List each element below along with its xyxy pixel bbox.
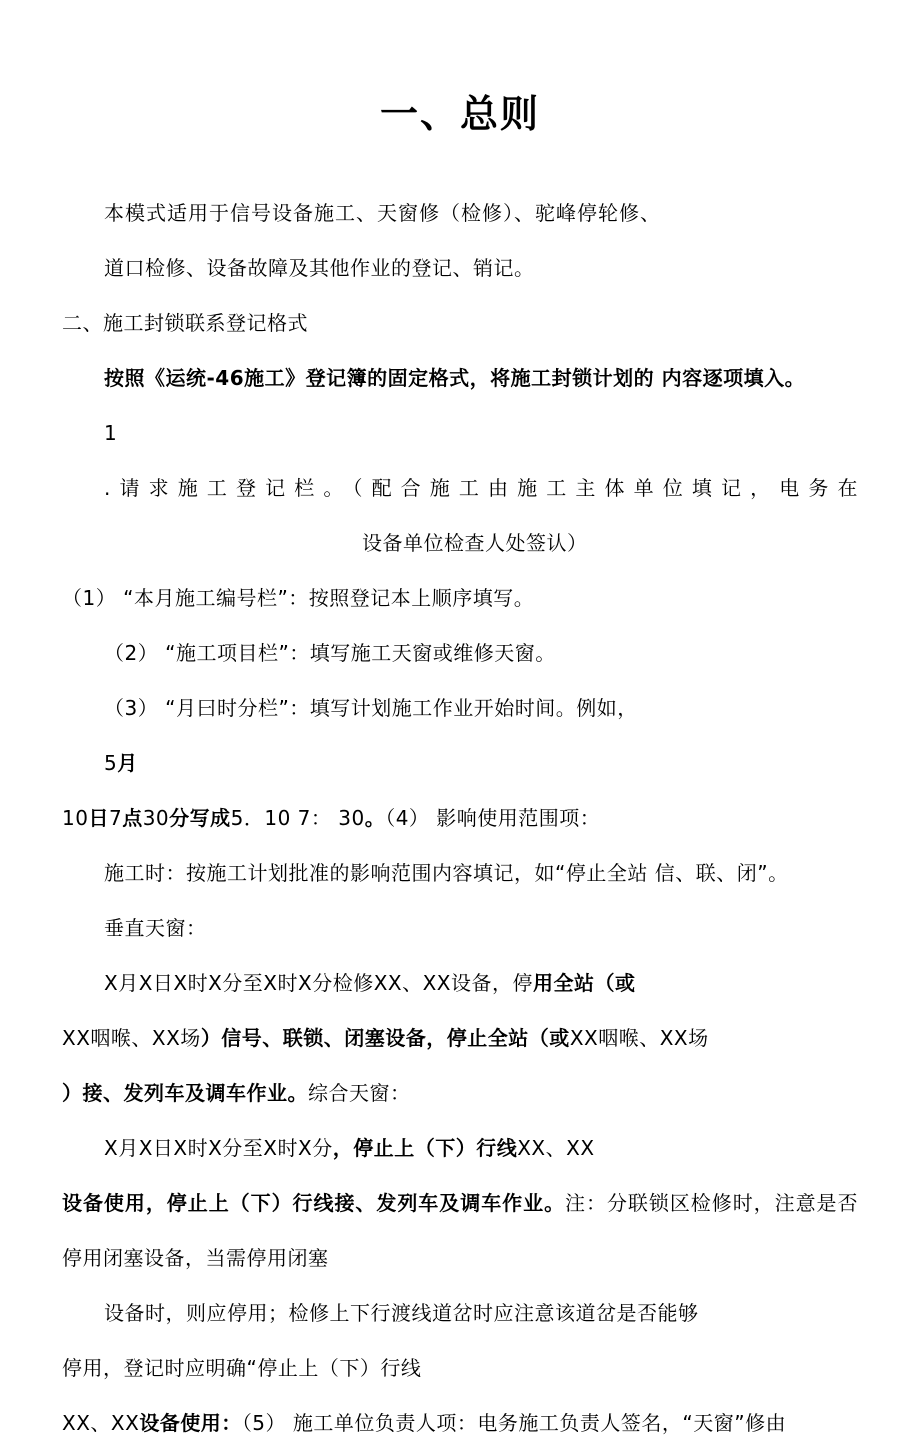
paragraph-vertical-window-line2 (62, 1011, 858, 1066)
paragraph-note-line1: 设备时，则应停用；检修上下行渡线道岔时应注意该道岔是否能够 (104, 1300, 699, 1325)
section-heading-general: 本模式适用于信号设备施工、天窗修（检修）、驼峰停轮修、 (104, 200, 661, 225)
vertical-window-label: X月X日X时X分至X时X分检修XX、XX设备，停 (104, 970, 534, 995)
paragraph-construction-scope: 垂直天窗： (104, 915, 207, 940)
paragraph-form-intro: 1 (104, 420, 118, 445)
paragraph-item-1-line2: （1） “本月施工编号栏”：按照登记本上顺序填写。 (62, 585, 535, 610)
paragraph-note-line3 (62, 1396, 858, 1451)
item-3-text: 5 (104, 750, 118, 775)
document-body (62, 186, 858, 1451)
example-formatted-value: 。 (364, 805, 386, 830)
paragraph-item-1-1: （2） “施工项目栏”：填写施工天窗或维修天窗。 (104, 640, 556, 665)
vertical-window-l2-b: ）信号、联锁、闭塞设备，停止全站（或 (200, 1025, 570, 1050)
paragraph-vertical-window-line3 (62, 1066, 858, 1121)
comprehensive-window-tail: XX、XX (517, 1135, 595, 1160)
example-period: （4） 影响使用范围项： (385, 805, 601, 830)
item-1-text: 设备单位检查人处签认） (362, 530, 588, 555)
paragraph-scope-line1: 道口检修、设备故障及其他作业的登记、销记。 (104, 255, 535, 280)
example-month-label: 10 (62, 805, 89, 830)
comprehensive-window-template: ，停止上（下）行线 (332, 1135, 518, 1160)
section-heading-blockade: 按照《运统-46施工》登记簿的固定格式，将施工封锁计划的 内容逐项填入。 (104, 365, 806, 390)
page-title: 一、总则 (379, 92, 540, 136)
paragraph-item-1-4: 施工时：按施工计划批准的影响范围内容填记，如“停止全站 信、联、闭”。 (104, 860, 789, 885)
note-l3-a: XX、XX (62, 1410, 140, 1435)
vertical-window-template: 用全站（或 (533, 970, 636, 995)
paragraph-comprehensive-window-line2 (62, 1176, 858, 1286)
paragraph-item-1-3-line2 (62, 791, 858, 846)
comprehensive-window-label: X月X日X时X分至X时X分 (104, 1135, 333, 1160)
paragraph-vertical-window-line1 (62, 956, 858, 1011)
comprehensive-window-l2-b: 注：分联锁区检修时，注意是否停用闭塞设备，当需停用闭塞 (62, 1190, 859, 1270)
note-l3-c: （5） 施工单位负责人项：电务施工负责人签名，“天窗”修由 (241, 1410, 787, 1435)
vertical-window-l3-b: 综合天窗： (308, 1080, 411, 1105)
example-day-value: 日 (88, 805, 109, 830)
comprehensive-window-l2-a: 设备使用，停止上（下）行线接、发列车及调车作业。 (62, 1190, 566, 1215)
example-minute-value: 分写成 (169, 805, 231, 830)
example-hour-value: 点 (122, 805, 143, 830)
item-3-month: 月 (117, 750, 138, 775)
example-hour-label: 30 (142, 805, 170, 830)
vertical-window-l3-a: ）接、发列车及调车作业。 (62, 1080, 308, 1105)
item-1-number: .请求施工登记栏。（配合施工由施工主体单位填记，电务在 (104, 475, 858, 500)
note-l3-b: 设备使用： (139, 1410, 242, 1435)
paragraph-note-line2: 停用，登记时应明确“停止上（下）行线 (62, 1355, 422, 1380)
vertical-window-l2-a: XX咽喉、XX场 (62, 1025, 201, 1050)
paragraph-scope-line2: 二、施工封锁联系登记格式 (62, 310, 308, 335)
example-write-as-label: 5．10 7： 30 (230, 805, 365, 830)
paragraph-comprehensive-window-line1 (62, 1121, 858, 1176)
example-day-label: 7 (108, 805, 123, 830)
paragraph-item-1 (62, 461, 858, 571)
paragraph-item-1-3-line1 (62, 736, 858, 791)
paragraph-item-1-2: （3） “月曰时分栏”：填写计划施工作业开始时间。例如， (104, 695, 638, 720)
vertical-window-l2-c: XX咽喉、XX场 (569, 1025, 709, 1050)
